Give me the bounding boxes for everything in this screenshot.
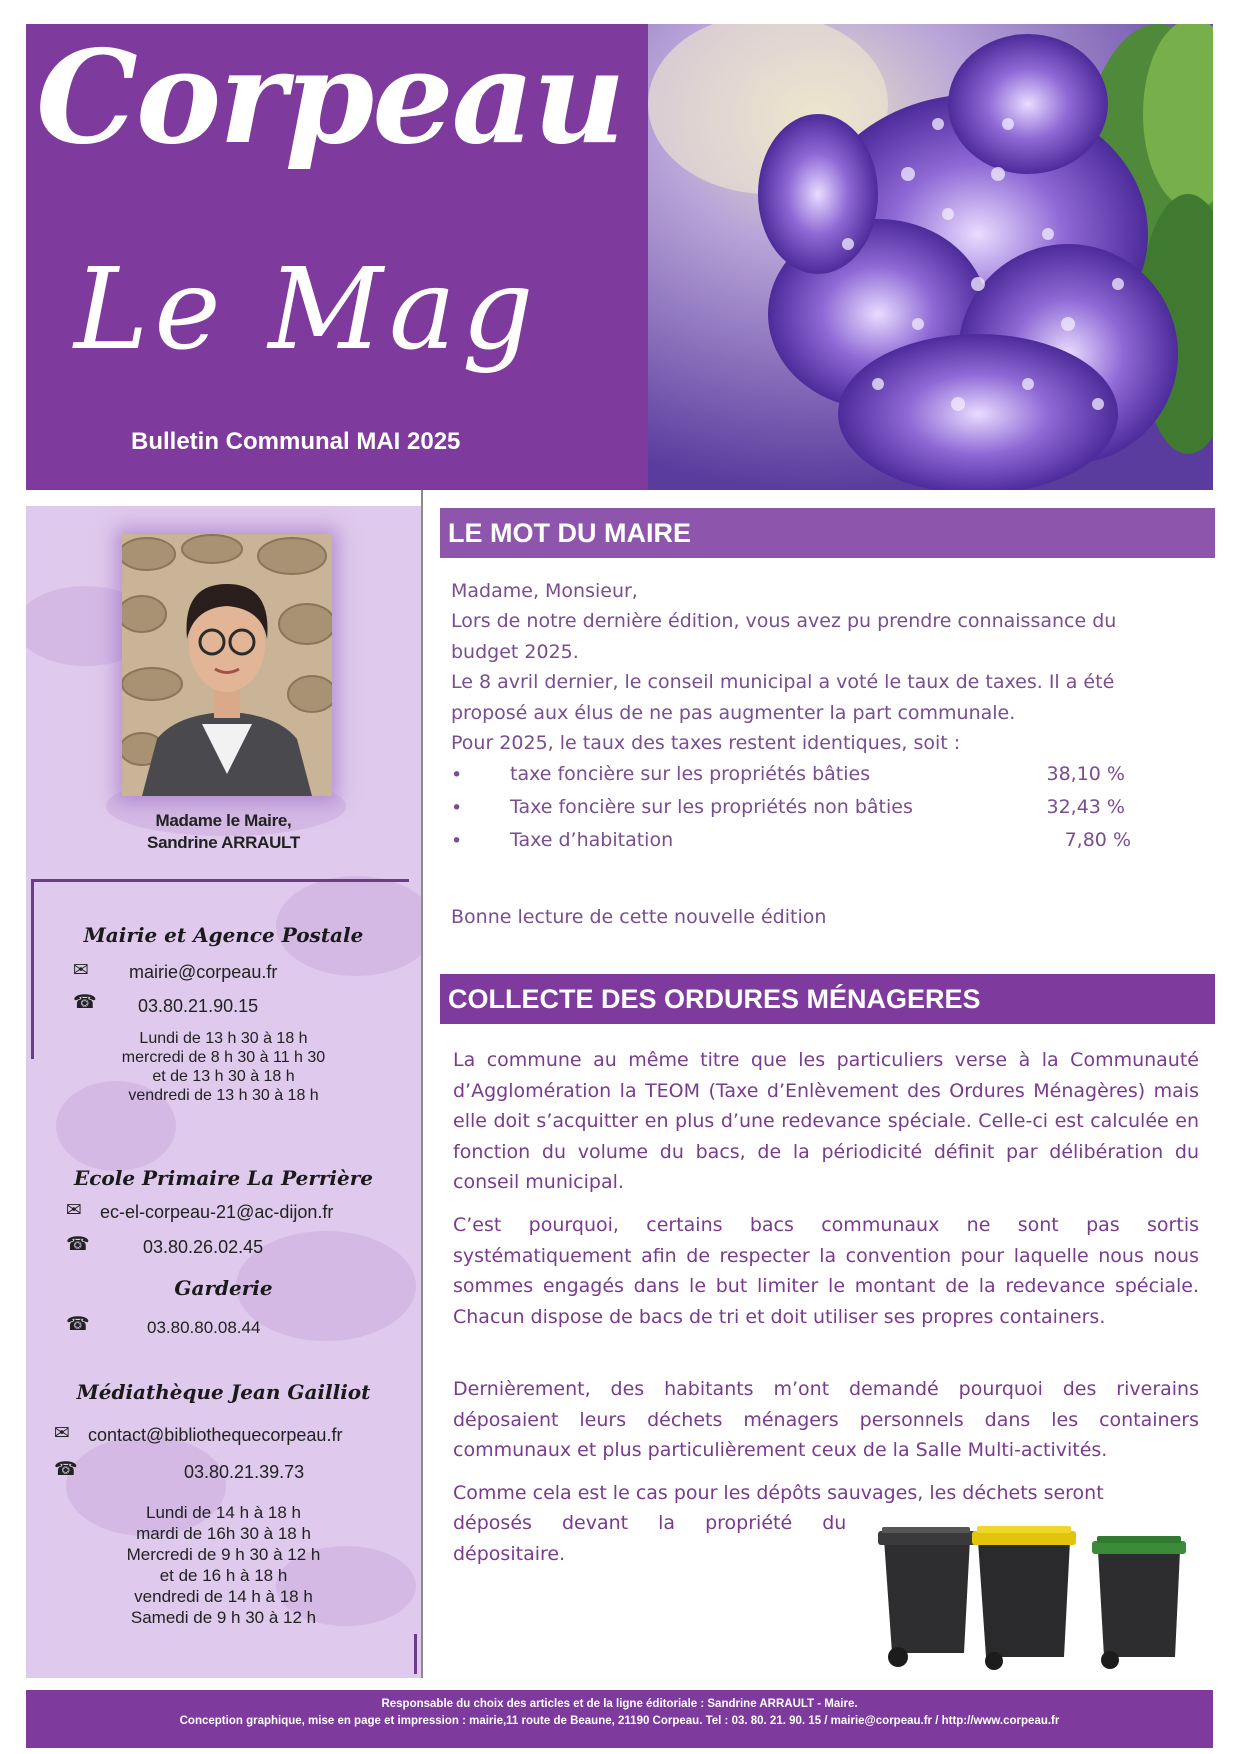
tax-value: 32,43 % [1046,796,1125,818]
garderie-title: Garderie [174,1276,273,1300]
telephone-icon: ☎ [73,991,97,1013]
contact-sidebar [26,506,421,1678]
telephone-icon: ☎ [66,1233,90,1255]
collecte-paragraph-4-line3: dépositaire. [453,1543,566,1565]
collecte-paragraph-1: La commune au même titre que les particuliers verse à la Communauté d’Agglomération la TEOM (Taxe d’Enlèvement des Ordures Ménagères) mais elle doit s’acquitter en plus d’une redevance spéciale. Celle-ci est calculée en fonction du volume du bacs, de la périodicité définit par délibération du conseil municipal. [453,1049,1199,1193]
sidebar-rule-bottom [414,1634,417,1674]
mayor-portrait [122,534,332,796]
mediatheque-hours-3: Mercredi de 9 h 30 à 12 h [126,1545,321,1564]
ecole-title: Ecole Primaire La Perrière [73,1166,374,1190]
footer [26,1690,1213,1748]
collecte-paragraph-3: Dernièrement, des habitants m’ont demandé pourquoi des riverains déposaient leurs déchets ménagers personnels dans les containers communaux et plus particulièrement ceux de la Salle Multi-activités. [453,1378,1199,1461]
section-heading-mot-du-maire: LE MOT DU MAIRE [440,508,1215,558]
tax-value: 7,80 % [1064,829,1131,851]
mairie-hours-3: et de 13 h 30 à 18 h [152,1068,295,1085]
magazine-title: Corpeau [36,24,624,173]
tax-label: Taxe foncière sur les propriétés non bâties [510,796,913,818]
mediatheque-hours-1: Lundi de 14 h à 18 h [145,1503,302,1522]
tax-label: Taxe d’habitation [510,829,674,851]
section-heading-collecte: COLLECTE DES ORDURES MÉNAGERES [440,974,1215,1024]
paragraph-line: proposé aux élus de ne pas augmenter la part communale. [451,702,1016,724]
envelope-icon: ✉ [73,959,89,981]
tax-item [451,829,1151,861]
collecte-paragraph-4-line1: Comme cela est le cas pour les dépôts sauvages, les déchets seront [453,1482,1104,1504]
paragraph-line: Le 8 avril dernier, le conseil municipal a voté le taux de taxes. Il a été [451,671,1115,693]
bullet-icon: • [451,797,463,819]
closing-line: Bonne lecture de cette nouvelle édition [451,906,827,928]
mairie-hours-1: Lundi de 13 h 30 à 18 h [139,1030,308,1047]
collecte-paragraph-4-line2: déposés devant la propriété du [453,1512,847,1534]
collecte-paragraph-2: C’est pourquoi, certains bacs communaux ne sont pas sortis systématiquement afin de respecter la convention pour laquelle nous nous sommes engagés dans le but limiter le montant de la redevance spéciale. Chacun dispose de bacs de tri et doit utiliser ses propres containers. [453,1214,1199,1328]
greeting: Madame, Monsieur, [451,580,638,602]
bullet-icon: • [451,830,463,852]
tax-item [451,796,1151,828]
mairie-title: Mairie et Agence Postale [83,923,364,947]
garderie-phone[interactable]: 03.80.80.08.44 [147,1318,261,1337]
tax-label: taxe foncière sur les propriétés bâties [510,763,871,785]
mediatheque-hours-4: et de 16 h à 18 h [159,1566,288,1585]
trash-bins-illustration [878,1525,1196,1670]
tax-value: 38,10 % [1046,763,1125,785]
mayor-name: Sandrine ARRAULT [147,833,300,852]
envelope-icon: ✉ [66,1199,82,1221]
footer-credits: Responsable du choix des articles et de la ligne éditoriale : Sandrine ARRAULT - Maire. [381,1698,858,1710]
ecole-phone[interactable]: 03.80.26.02.45 [143,1237,264,1257]
mayor-caption: Madame le Maire, [155,811,292,830]
tax-item [451,763,1151,795]
mairie-phone[interactable]: 03.80.21.90.15 [138,996,259,1016]
magazine-subtitle: Le Mag [74,245,540,375]
mairie-hours-4: vendredi de 13 h 30 à 18 h [128,1087,319,1104]
column-divider [421,490,423,1678]
mediatheque-hours-6: Samedi de 9 h 30 à 12 h [130,1608,317,1627]
envelope-icon: ✉ [54,1422,70,1444]
paragraph-line: Pour 2025, le taux des taxes restent identiques, soit : [451,732,961,754]
lilac-photo [648,24,1213,490]
paragraph-line: budget 2025. [451,641,579,663]
bullet-icon: • [451,764,463,786]
mediatheque-email[interactable]: contact@bibliothequecorpeau.fr [88,1425,343,1445]
issue-label: Bulletin Communal MAI 2025 [131,428,461,455]
mediatheque-hours-5: vendredi de 14 h à 18 h [134,1587,313,1606]
mediatheque-title: Médiathèque Jean Gailliot [76,1380,371,1404]
mairie-hours-2: mercredi de 8 h 30 à 11 h 30 [121,1049,326,1066]
footer-contact: Conception graphique, mise en page et impression : mairie,11 route de Beaune, 21190 Corpeau. Tel : 03. 80. 21. 90. 15 / mairie@corpeau.fr / http://www.corpeau.fr [179,1715,1060,1727]
sidebar-rule [31,879,409,882]
header [26,24,1213,490]
telephone-icon: ☎ [54,1458,78,1480]
mairie-email[interactable]: mairie@corpeau.fr [129,962,278,982]
ecole-email[interactable]: ec-el-corpeau-21@ac-dijon.fr [100,1202,334,1222]
paragraph-line: Lors de notre dernière édition, vous avez pu prendre connaissance du [451,610,1117,632]
mediatheque-phone[interactable]: 03.80.21.39.73 [184,1462,305,1482]
mediatheque-hours-2: mardi de 16h 30 à 18 h [136,1524,311,1543]
telephone-icon: ☎ [66,1313,90,1335]
masthead [26,24,648,490]
